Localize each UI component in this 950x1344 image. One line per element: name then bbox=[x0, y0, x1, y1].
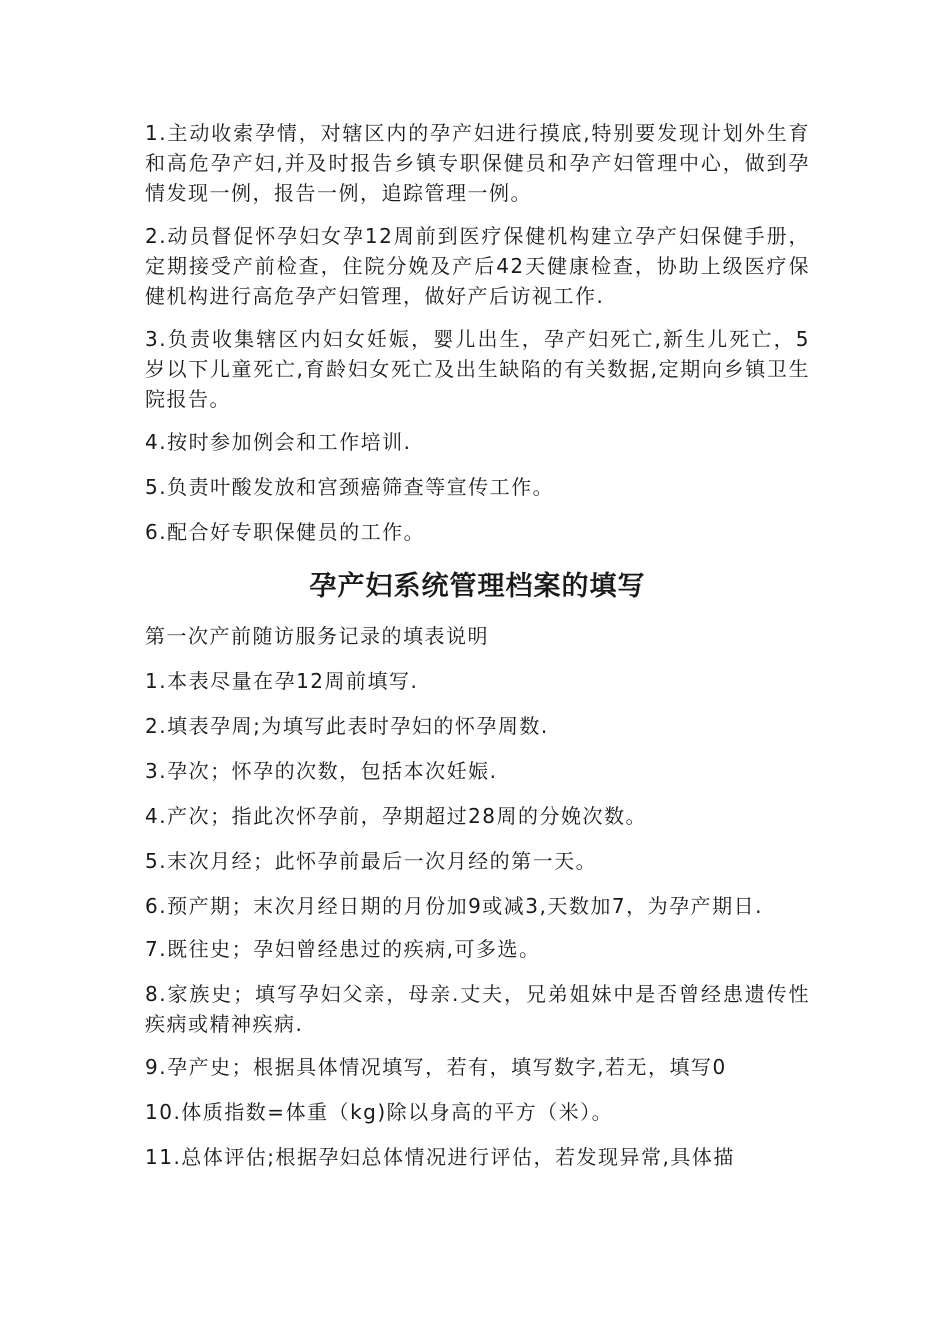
instruction-item-8: 8.家族史；填写孕妇父亲，母亲.丈夫，兄弟姐妹中是否曾经患遗传性疾病或精神疾病. bbox=[145, 982, 810, 1036]
section-subtitle: 第一次产前随访服务记录的填表说明 bbox=[145, 624, 489, 648]
duty-item-1: 1.主动收索孕情，对辖区内的孕产妇进行摸底,特别要发现计划外生育和高危孕产妇,并及时报告乡镇专职保健员和孕产妇管理中心，做到孕情发现一例，报告一例，追踪管理一例。 bbox=[145, 121, 810, 205]
instruction-item-4: 4.产次；指此次怀孕前，孕期超过28周的分娩次数。 bbox=[145, 804, 648, 828]
duty-item-6: 6.配合好专职保健员的工作。 bbox=[145, 520, 426, 544]
instruction-item-1: 1.本表尽量在孕12周前填写. bbox=[145, 669, 419, 693]
instruction-item-7: 7.既往史；孕妇曾经患过的疾病,可多选。 bbox=[145, 937, 541, 961]
instruction-item-10: 10.体质指数=体重（kg)除以身高的平方（米）。 bbox=[145, 1100, 614, 1124]
instruction-item-2: 2.填表孕周;为填写此表时孕妇的怀孕周数. bbox=[145, 714, 549, 738]
instruction-item-11: 11.总体评估;根据孕妇总体情况进行评估，若发现异常,具体描 bbox=[145, 1145, 735, 1169]
document-page bbox=[145, 118, 810, 1187]
instruction-item-9: 9.孕产史；根据具体情况填写，若有，填写数字,若无，填写0 bbox=[145, 1055, 727, 1079]
duty-item-2: 2.动员督促怀孕妇女孕12周前到医疗保健机构建立孕产妇保健手册，定期接受产前检查，住院分娩及产后42天健康检查，协助上级医疗保健机构进行高危孕产妇管理，做好产后访视工作. bbox=[145, 224, 810, 308]
section-title: 孕产妇系统管理档案的填写 bbox=[309, 571, 646, 602]
instruction-item-3: 3.孕次；怀孕的次数，包括本次妊娠. bbox=[145, 759, 498, 783]
instruction-item-6: 6.预产期；末次月经日期的月份加9或减3,天数加7，为孕产期日. bbox=[145, 894, 763, 918]
duty-item-3: 3.负责收集辖区内妇女妊娠，婴儿出生，孕产妇死亡,新生儿死亡，5岁以下儿童死亡,育龄妇女死亡及出生缺陷的有关数据,定期向乡镇卫生院报告。 bbox=[145, 327, 810, 411]
duty-item-4: 4.按时参加例会和工作培训. bbox=[145, 430, 412, 454]
instruction-item-5: 5.末次月经；此怀孕前最后一次月经的第一天。 bbox=[145, 849, 598, 873]
duty-item-5: 5.负责叶酸发放和宫颈癌筛查等宣传工作。 bbox=[145, 475, 555, 499]
